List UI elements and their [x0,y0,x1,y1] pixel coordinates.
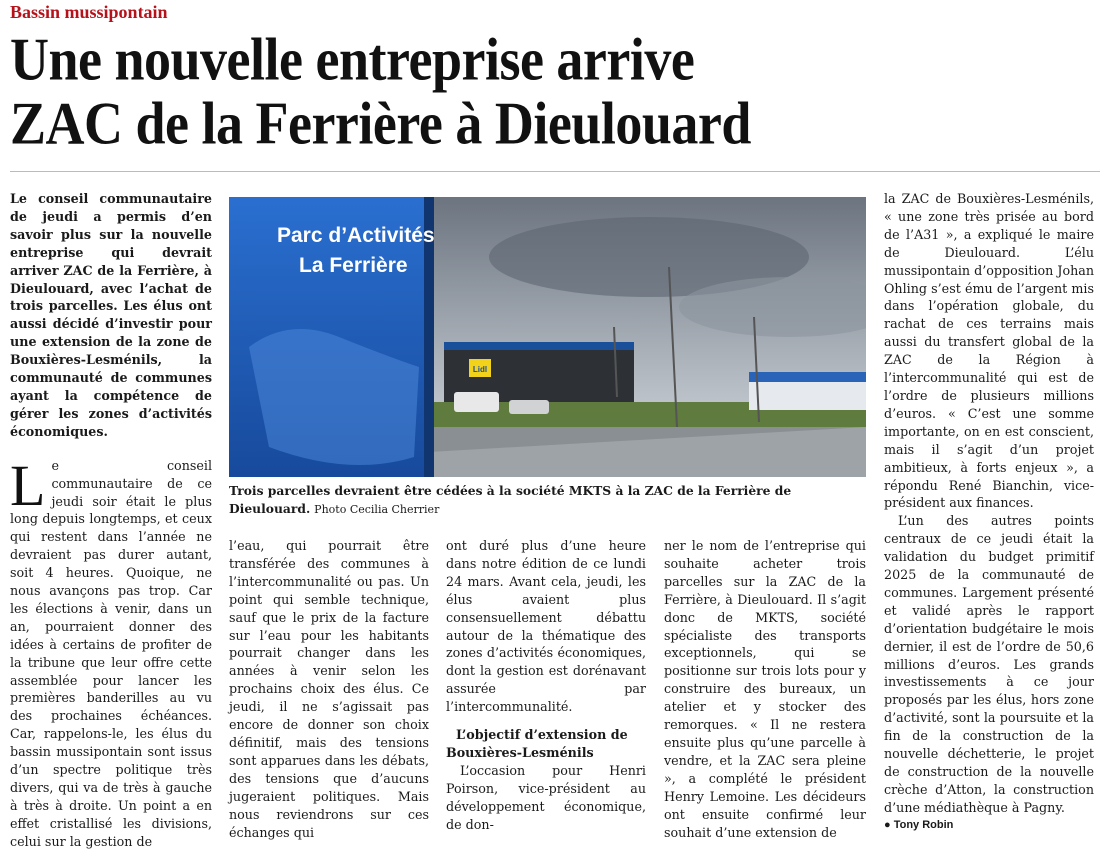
sign-line-2: La Ferrière [299,254,408,277]
col5-text: la ZAC de Bouxières-Lesménils, « une zone très prisée au bord de l’A31 », a expliqué le maire de Dieulouard. L’élu mussipontain d’opposition Johan Ohling s’est ému de l’argent mis dans l’opération globale, du rachat de ces terrains mais aussi du transfert global de la ZAC de la Région à l’intercommunalité qui est de l’ordre de plusieurs millions d’euros. « C’est une somme importante, on en est conscient, mais il s’agit d’un projet ambitieux, à forts enjeux », a répondu René Bianchin, vice-président aux finances. [884,191,1095,511]
store-logo: Lidl [472,365,488,374]
drop-cap: L [10,452,46,518]
col4-text: ner le nom de l’entreprise qui souhaite acheter trois parcelles sur la ZAC de la Ferrière, à Dieulouard. Il s’agit donc de MKTS, société spécialiste des transports exceptionnels, qui se positionne sur trois lots pour y construire des bureaux, un atelier et y stocker des remorques. « Il ne restera ensuite plus qu’une parcelle à vendre, et la ZAC sera pleine », a complété le président Henry Lemoine. Les décideurs ont ensuite confirmé leur souhait d’une extension de [664,538,866,840]
headline [10,25,1100,157]
author-byline: ● Tony Robin [884,818,954,831]
col5-text-2: L’un des autres points centraux de ce jeudi était la validation du budget primitif 2025 de la communauté de communes. Largement présenté et validé après le rapport d’orientation budgétaire le mois dernier, il est de l’ordre de 50,6 millions d’euros. Les grands investissements à ce jour proposés par les élus, hors zone d’activité, sont la poursuite et la fin de la construction de la nouvelle déchetterie, le projet de construction de la nouvelle crèche d’Atton, la construction d’une médiathèque à Pagny. [884,513,1094,815]
col3-text-2: L’occasion pour Henri Poirson, vice-président au développement économique, de don- [446,762,646,832]
caption-text: Trois parcelles devraient être cédées à la société MKTS à la ZAC de la Ferrière de Dieulouard. [229,483,792,516]
photo-credit: Photo Cecilia Cherrier [314,503,440,516]
section-kicker: Bassin mussipontain [10,2,168,22]
body-paragraph-1 [10,452,212,851]
headline-line-1: Une nouvelle entreprise arrive [10,25,695,93]
column-3 [446,537,646,834]
lead-paragraph: Le conseil communautaire de jeudi a permis d’en savoir plus sur la nouvelle entreprise qui devrait arriver ZAC de la Ferrière, à Dieulouard, avec l’achat de trois parcelles. Les élus ont aussi décidé d’investir pour une extension de la zone de Bouxières-Lesménils, la communauté de communes ayant la compétence de gérer les zones d’activités économiques. [10,191,212,439]
headline-rule [10,171,1100,172]
headline-line-2: ZAC de la Ferrière à Dieulouard [10,89,751,157]
photo-caption [229,482,866,518]
col1-text: e conseil communautaire de ce jeudi soir était le plus long depuis longtemps, et ceux qui restent dans l’année ne devraient pas durer autant, soit 4 heures. Quoique, ne nous avançons pas trop. Car les élections à venir, dans un an, pourraient donner des idées à certains de profiter de la tribune que leur offre cette assemblée pour lancer les premières banderilles au vu des prochaines échéances. Car, rappelons-le, les élus du bassin mussipontain sont issus d’un spectre politique très divers, qui va de très à gauche à très à droite. Un point a en effet cristallisé les divisions, celui sur la gestion de [10,457,212,849]
column-1 [10,190,212,851]
sign-line-1: Parc d’Activités [277,224,435,247]
column-4 [664,537,866,841]
subheading: L’objectif d’extension de Bouxières-Lesménils [446,727,628,760]
col2-text: l’eau, qui pourrait être transférée des communes à l’intercommunalité ou pas. Un point qui semble technique, sauf que le prix de la facture sur l’eau pour les habitants pourrait changer dans les années à venir selon les prochains choix des élus. Ce jeudi, il ne s’agissait pas encore de donner son choix définitif, mais des tensions sont apparues dans les débats, des tensions que d’aucuns jugeraient politiques. Mais nous reviendrons sur ces échanges qui [229,538,429,840]
column-2 [229,537,429,841]
col3-text: ont duré plus d’une heure dans notre édition de ce lundi 24 mars. Avant cela, jeudi, les élus avaient plus consensuellement débattu autour de la thématique des zones d’activités économiques, dont la gestion est dorénavant assurée par l’intercommunalité. [446,538,646,715]
column-5 [884,190,1094,831]
article-photo [229,197,866,477]
